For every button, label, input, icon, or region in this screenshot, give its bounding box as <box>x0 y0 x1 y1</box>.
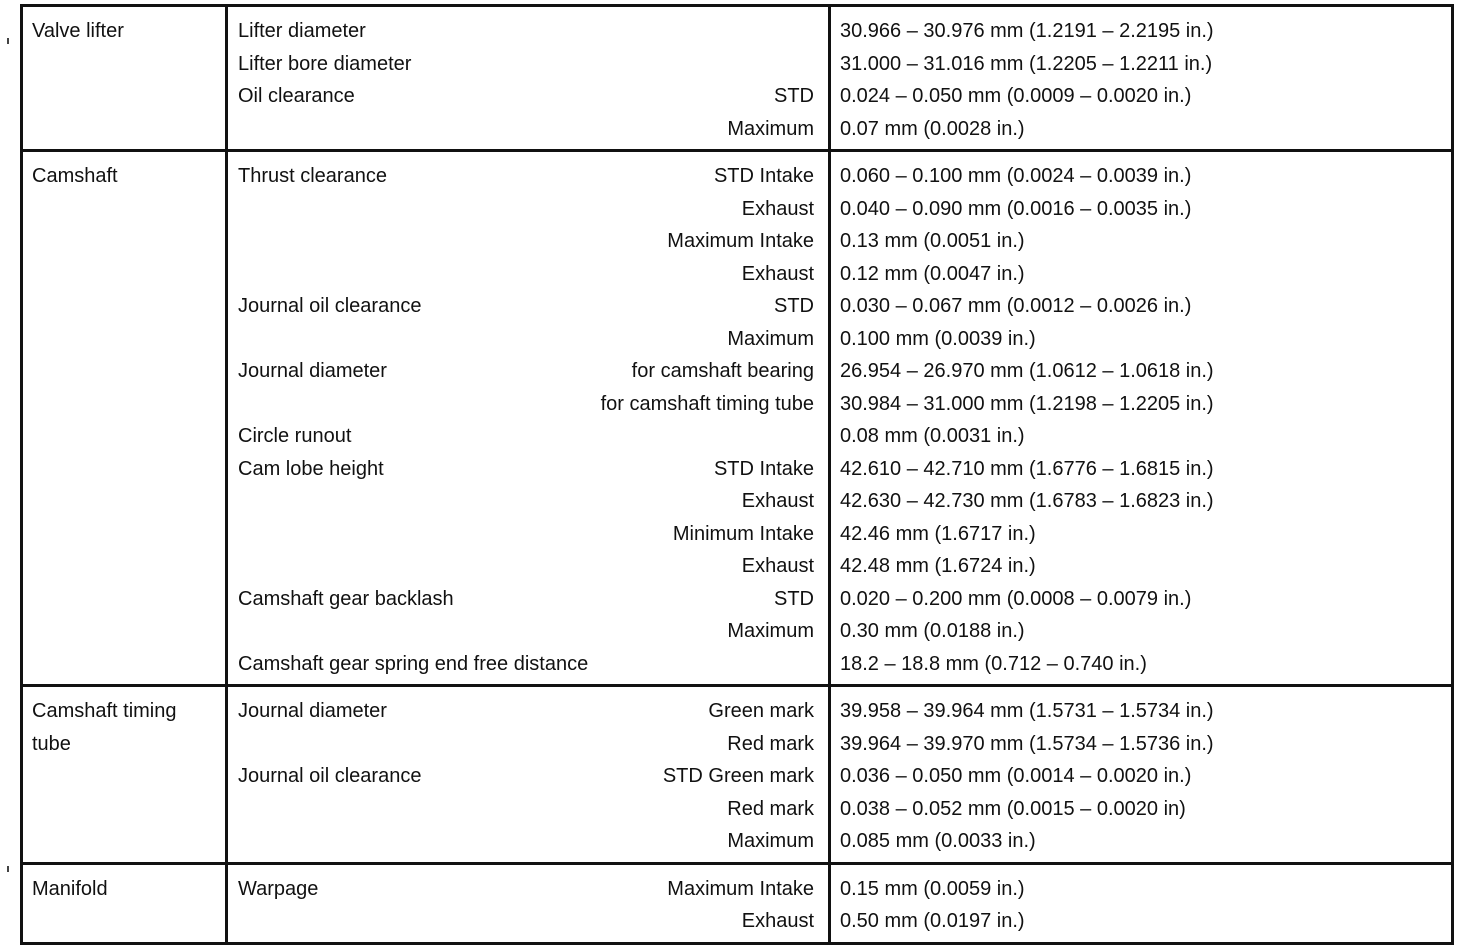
spec-value: 0.030 – 0.067 mm (0.0012 – 0.0026 in.) <box>840 295 1192 317</box>
spec-item-label: Journal diameter <box>238 360 387 382</box>
spec-value: 0.13 mm (0.0051 in.) <box>840 230 1025 252</box>
spec-item-row <box>238 420 814 453</box>
spec-qualifier: Red mark <box>727 797 814 820</box>
spec-qualifier: Maximum <box>727 327 814 350</box>
spec-qualifier: for camshaft timing tube <box>600 392 814 415</box>
spec-value: 0.036 – 0.050 mm (0.0014 – 0.0020 in.) <box>840 765 1192 787</box>
spec-item-row <box>238 15 814 48</box>
spec-item-label: Oil clearance <box>238 85 355 107</box>
spec-value: 0.038 – 0.052 mm (0.0015 – 0.0020 in) <box>840 797 1186 820</box>
spec-value: 0.100 mm (0.0039 in.) <box>840 327 1036 350</box>
spec-qualifier: Maximum Intake <box>667 877 814 900</box>
spec-value: 0.08 mm (0.0031 in.) <box>840 425 1025 447</box>
spec-item-row <box>238 258 814 291</box>
spec-item-label: Thrust clearance <box>238 165 387 187</box>
spec-qualifier: Red mark <box>727 732 814 755</box>
section-row <box>22 863 1453 943</box>
spec-item-row <box>238 793 814 826</box>
spec-qualifier: Exhaust <box>741 555 814 577</box>
spec-item-row <box>238 905 814 938</box>
value-cell <box>830 686 1453 864</box>
value-cell <box>830 863 1453 943</box>
spec-item-row <box>238 760 814 793</box>
specification-table <box>20 4 1454 945</box>
spec-item-row <box>238 728 814 761</box>
item-cell <box>227 151 830 686</box>
item-cell <box>227 863 830 943</box>
spec-item-row <box>238 583 814 616</box>
spec-value: 0.040 – 0.090 mm (0.0016 – 0.0035 in.) <box>840 197 1192 220</box>
spec-value: 39.964 – 39.970 mm (1.5734 – 1.5736 in.) <box>840 732 1214 755</box>
spec-qualifier: Maximum <box>727 117 814 140</box>
component-name: Camshaft <box>32 165 118 187</box>
component-cell <box>22 863 227 943</box>
component-cell <box>22 686 227 864</box>
spec-qualifier: STD Intake <box>713 457 814 480</box>
spec-value: 18.2 – 18.8 mm (0.712 – 0.740 in.) <box>840 652 1147 675</box>
spec-item-row <box>238 695 814 728</box>
spec-value: 31.000 – 31.016 mm (1.2205 – 1.2211 in.) <box>840 52 1213 75</box>
spec-qualifier: Exhaust <box>741 490 814 512</box>
component-cell <box>22 6 227 151</box>
spec-item-row <box>238 323 814 356</box>
spec-qualifier: STD Green mark <box>662 765 814 787</box>
spec-qualifier: Maximum <box>727 830 814 852</box>
spec-qualifier: STD <box>774 85 814 107</box>
spec-item-row <box>238 290 814 323</box>
spec-qualifier: Green mark <box>708 700 814 722</box>
spec-value: 30.984 – 31.000 mm (1.2198 – 1.2205 in.) <box>840 392 1214 415</box>
spec-item-row <box>238 873 814 906</box>
spec-qualifier: Exhaust <box>741 197 814 220</box>
value-cell <box>830 6 1453 151</box>
spec-item-row <box>238 225 814 258</box>
component-cell <box>22 151 227 686</box>
spec-qualifier: for camshaft bearing <box>631 360 814 382</box>
component-name: Valve lifter <box>32 20 124 42</box>
spec-item-row <box>238 485 814 518</box>
spec-item-row <box>238 113 814 146</box>
spec-item-row <box>238 193 814 226</box>
spec-item-label: Journal diameter <box>238 700 387 722</box>
spec-qualifier: Exhaust <box>741 262 814 285</box>
section-row <box>22 686 1453 864</box>
spec-item-label: Circle runout <box>238 425 352 447</box>
spec-value: 30.966 – 30.976 mm (1.2191 – 2.2195 in.) <box>840 20 1214 42</box>
scan-edge-mark-top <box>7 38 9 44</box>
spec-value: 0.024 – 0.050 mm (0.0009 – 0.0020 in.) <box>840 85 1192 107</box>
spec-value: 42.48 mm (1.6724 in.) <box>840 555 1036 577</box>
spec-item-row <box>238 355 814 388</box>
scan-edge-mark-bottom <box>7 866 9 872</box>
spec-qualifier: Minimum Intake <box>672 522 814 545</box>
section-row <box>22 151 1453 686</box>
spec-qualifier: STD Intake <box>713 165 814 187</box>
spec-value: 42.630 – 42.730 mm (1.6783 – 1.6823 in.) <box>840 490 1214 512</box>
spec-value: 0.020 – 0.200 mm (0.0008 – 0.0079 in.) <box>840 587 1192 610</box>
spec-item-label: Camshaft gear backlash <box>238 587 454 610</box>
spec-value: 42.610 – 42.710 mm (1.6776 – 1.6815 in.) <box>840 457 1214 480</box>
spec-qualifier: Exhaust <box>741 910 814 932</box>
spec-item-row <box>238 648 814 681</box>
spec-item-row <box>238 48 814 81</box>
item-cell <box>227 6 830 151</box>
spec-item-row <box>238 518 814 551</box>
spec-qualifier: Maximum Intake <box>667 230 814 252</box>
spec-value: 0.30 mm (0.0188 in.) <box>840 620 1025 642</box>
spec-value: 42.46 mm (1.6717 in.) <box>840 522 1036 545</box>
spec-value: 0.12 mm (0.0047 in.) <box>840 262 1025 285</box>
item-cell <box>227 686 830 864</box>
spec-item-row <box>238 160 814 193</box>
spec-item-label: Camshaft gear spring end free distance <box>238 652 589 675</box>
spec-item-row <box>238 80 814 113</box>
spec-qualifier: STD <box>774 587 814 610</box>
spec-qualifier: STD <box>774 295 814 317</box>
spec-value: 26.954 – 26.970 mm (1.0612 – 1.0618 in.) <box>840 360 1214 382</box>
spec-item-label: Lifter bore diameter <box>238 52 412 75</box>
spec-value: 0.07 mm (0.0028 in.) <box>840 117 1025 140</box>
value-cell <box>830 151 1453 686</box>
spec-item-row <box>238 550 814 583</box>
spec-qualifier: Maximum <box>727 620 814 642</box>
section-row <box>22 6 1453 151</box>
spec-item-row <box>238 453 814 486</box>
component-name: Camshaft timing <box>32 700 177 722</box>
spec-item-row <box>238 615 814 648</box>
component-name: Manifold <box>32 877 108 900</box>
specification-table-body <box>22 6 1453 944</box>
component-name: tube <box>32 732 71 755</box>
spec-value: 39.958 – 39.964 mm (1.5731 – 1.5734 in.) <box>840 700 1214 722</box>
spec-item-label: Journal oil clearance <box>238 295 422 317</box>
spec-item-row <box>238 825 814 858</box>
spec-item-row <box>238 388 814 421</box>
spec-value: 0.15 mm (0.0059 in.) <box>840 877 1025 900</box>
spec-item-label: Warpage <box>238 877 319 900</box>
spec-item-label: Journal oil clearance <box>238 765 422 787</box>
spec-value: 0.060 – 0.100 mm (0.0024 – 0.0039 in.) <box>840 165 1192 187</box>
spec-item-label: Lifter diameter <box>238 20 366 42</box>
spec-item-label: Cam lobe height <box>238 457 384 480</box>
spec-value: 0.50 mm (0.0197 in.) <box>840 910 1025 932</box>
spec-value: 0.085 mm (0.0033 in.) <box>840 830 1036 852</box>
